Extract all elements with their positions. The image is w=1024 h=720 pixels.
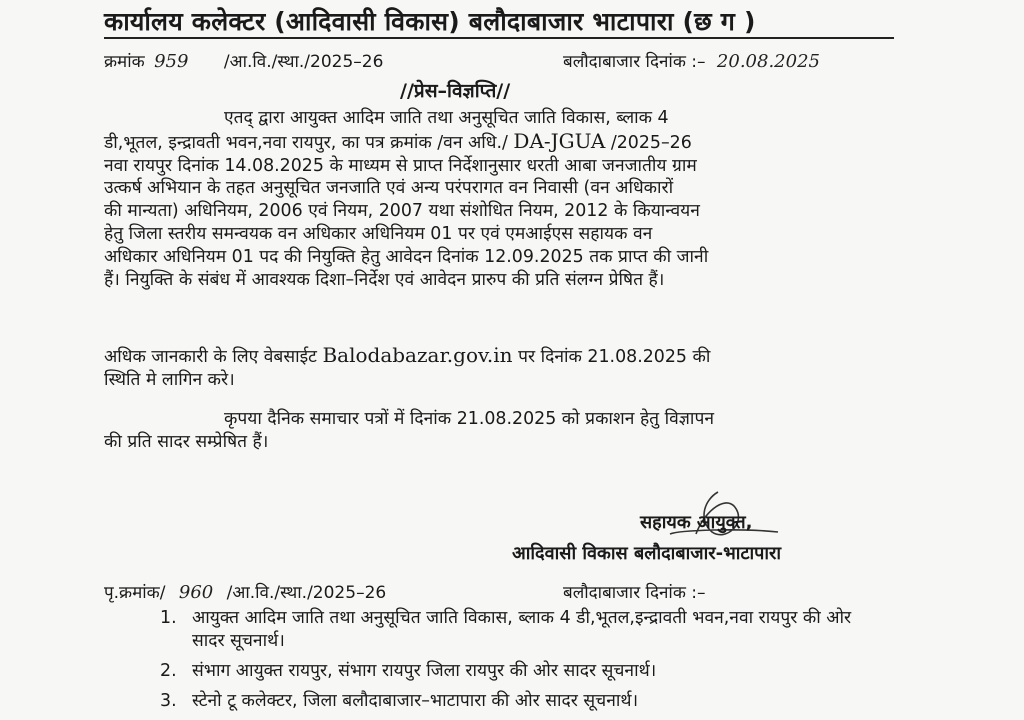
ref-suffix: /आ.वि./स्था./2025–26 (223, 52, 384, 72)
ref-line (104, 49, 383, 72)
endorsement-ref-number: 960 (178, 582, 214, 603)
place-date-label: बलौदाबाजार दिनांक :– (563, 52, 706, 72)
header-underline (104, 36, 894, 40)
para1-line: की मान्यता) अधिनियम, 2006 एवं नियम, 2007 यथा संशोधित नियम, 2012 के कियान्वयन (104, 201, 700, 222)
ref-prefix: क्रमांक (104, 52, 145, 72)
list-item: 1. आयुक्त आदिम जाति तथा अनुसूचित जाति विकास, ब्लाक 4 डी,भूतल,इन्द्रावती भवन,नवा रायपुर की ओर सादर सूचनार्थ। (160, 608, 852, 651)
para1-line: उत्कर्ष अभियान के तहत अनुसूचित जनजाति एवं अन्य परंपरागत वन निवासी (वन अधिकारों (104, 178, 674, 199)
press-release-title: //प्रेस–विज्ञप्ति// (400, 80, 511, 102)
office-title: कार्यालय कलेक्टर (आदिवासी विकास) बलौदाबाजार भाटापारा (छ ग ) (104, 7, 756, 36)
para1-line: एतद् द्वारा आयुक्त आदिम जाति तथा अनुसूचित जाति विकास, ब्लाक 4 (224, 108, 669, 128)
paragraph-2 (104, 344, 904, 392)
signature-designation: सहायक आयुक्त, (640, 512, 753, 533)
para2-line: स्थिति मे लागिन करे। (104, 369, 235, 390)
para3-line: कृपया दैनिक समाचार पत्रों में दिनांक 21.08.2025 को प्रकाशन हेतु विज्ञापन (224, 409, 714, 429)
paragraph-1 (104, 107, 904, 291)
endorsement-ref-line (104, 580, 386, 603)
list-item: 2. संभाग आयुक्त रायपुर, संभाग रायपुर जिला रायपुर की ओर सादर सूचनार्थ। (160, 661, 657, 681)
endorsement-ref-prefix: पृ.क्रमांक/ (104, 583, 166, 603)
ref-number: 959 (154, 51, 189, 72)
list-item: 3. स्टेनो टू कलेक्टर, जिला बलौदाबाजार–भाटापारा की ओर सादर सूचनार्थ। (160, 691, 639, 711)
para1-line: अधिकार अधिनियम 01 पद की नियुक्ति हेतु आवेदन दिनांक 12.09.2025 तक प्राप्त की जानी (104, 246, 709, 267)
para1-line: हैं। नियुक्ति के संबंध में आवश्यक दिशा–निर्देश एवं आवेदन प्रारुप की प्रति संलग्न प्रेषित हैं। (104, 269, 665, 290)
para1-line: नवा रायपुर दिनांक 14.08.2025 के माध्यम से प्राप्त निर्देशानुसार धरती आबा जनजातीय ग्राम (104, 155, 697, 176)
endorsement-date-label: बलौदाबाजार दिनांक :– (563, 583, 706, 603)
paragraph-3 (104, 408, 904, 454)
letter-code: DA-JGUA (513, 128, 606, 153)
para3-line: की प्रति सादर सम्प्रेषित हैं। (104, 431, 269, 452)
endorsement-ref-suffix: /आ.वि./स्था./2025–26 (226, 583, 387, 603)
para1-line: हेतु जिला स्तरीय समन्वयक वन अधिकार अधिनियम 01 पर एवं एमआईएस सहायक वन (104, 223, 653, 244)
signature-department: आदिवासी विकास बलौदाबाजार-भाटापारा (512, 543, 782, 564)
website-link: Balodabazar.gov.in (322, 343, 513, 367)
date-line (563, 49, 820, 72)
date-value: 20.08.2025 (716, 51, 820, 72)
distribution-list (160, 607, 860, 720)
para2-line: अधिक जानकारी के लिए वेबसाईट Balodabazar.gov.in पर दिनांक 21.08.2025 की (104, 343, 711, 367)
para1-line-ref: डी,भूतल, इन्द्रावती भवन,नवा रायपुर, का पत्र क्रमांक /वन अधि./ DA-JGUA /2025–26 (104, 128, 692, 153)
